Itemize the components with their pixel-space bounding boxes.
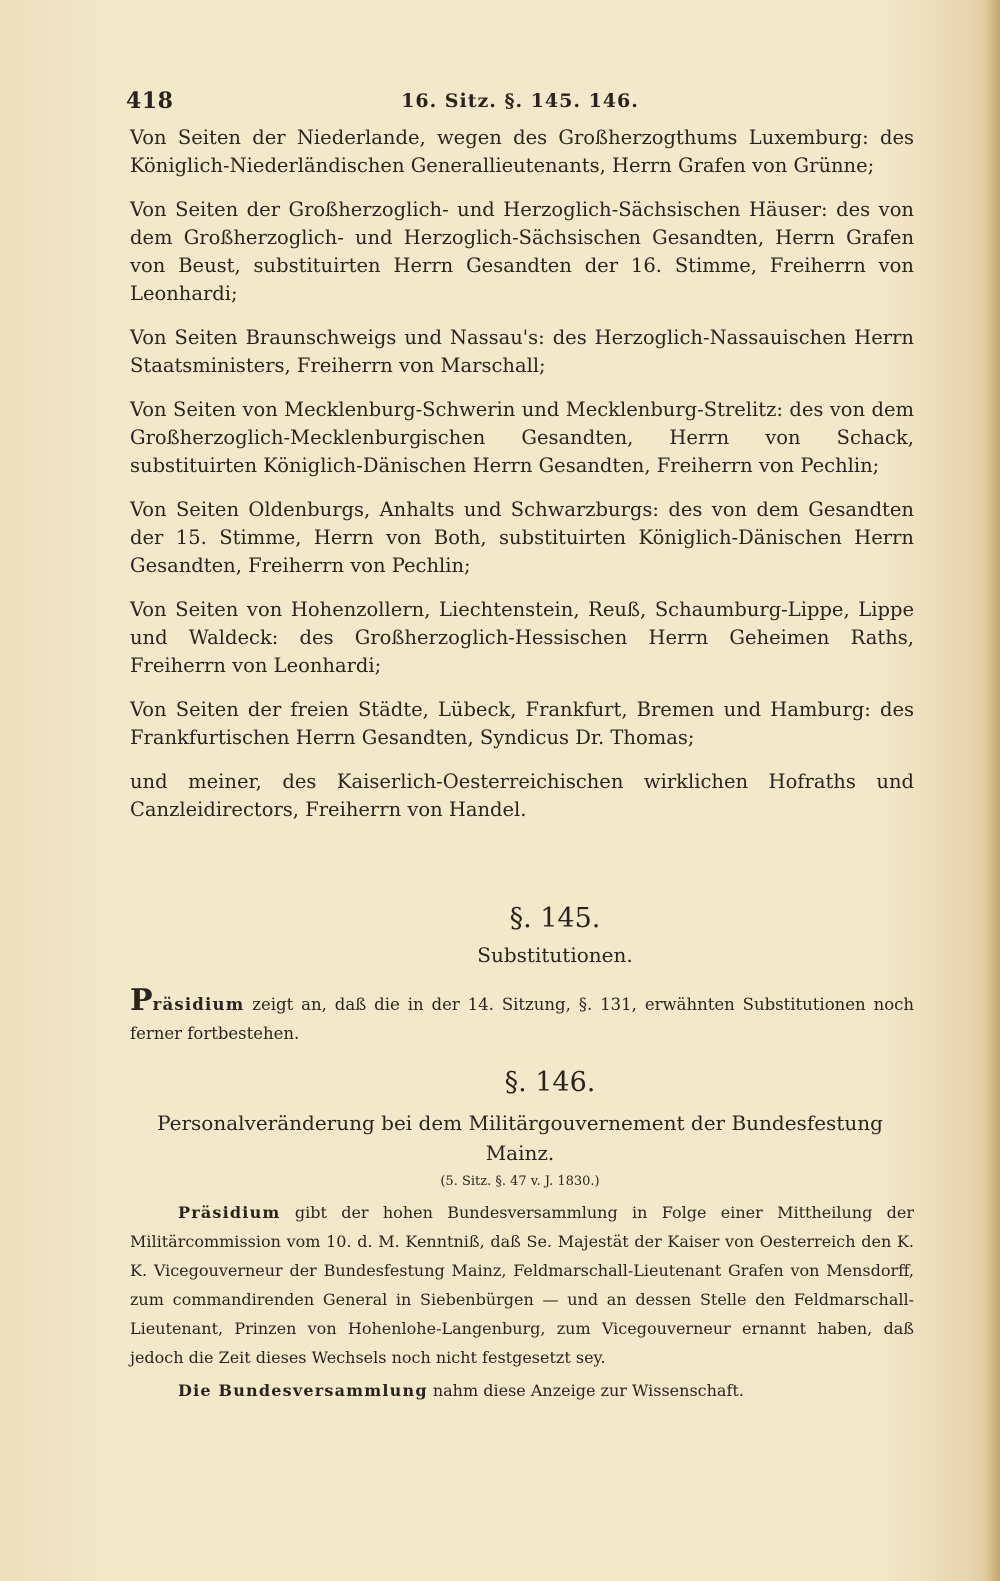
section-146-para2-lead: Die Bundesversammlung	[178, 1381, 428, 1400]
section-146-para1-lead: Präsidium	[178, 1203, 281, 1222]
dropcap: P	[130, 983, 153, 1018]
delegate-entry-austria: und meiner, des Kaiserlich-Oesterreichischen wirklichen Hofraths und Canzleidirectors, Freiherrn von Handel.	[130, 770, 914, 821]
page-header	[120, 88, 920, 118]
delegate-list	[120, 124, 920, 824]
section-145-text: zeigt an, daß die in der 14. Sitzung, §. 131, erwähnten Substitutionen noch ferner fortbestehen.	[130, 995, 914, 1043]
section-146-paragraph-2	[120, 1376, 920, 1405]
section-146	[120, 1066, 920, 1405]
section-145-title: Substitutionen.	[477, 943, 633, 967]
section-146-para2-text: nahm diese Anzeige zur Wissenschaft.	[427, 1381, 744, 1400]
section-145-body	[120, 983, 920, 1048]
delegate-entry-brunswick-nassau: Von Seiten Braunschweigs und Nassau's: des Herzoglich-Nassauischen Herrn Staatsministers, Freiherrn von Marschall;	[130, 326, 914, 377]
page-number: 418	[126, 88, 174, 114]
running-head: 16. Sitz. §. 145. 146.	[401, 90, 639, 112]
section-146-para1-text: gibt der hohen Bundesversammlung in Folge einer Mittheilung der Militärcommission vom 10. d. M. Kenntniß, daß Se. Majestät der Kaiser von Oesterreich den K. K. Vicegouverneur der Bundesfestung Mainz, Feldmarschall-Lieutenant Grafen von Mensdorff, zum commandirenden General in Siebenbürgen — und an dessen Stelle den Feldmarschall-Lieutenant, Prinzen von Hohenlohe-Langenburg, zum Vicegouverneur ernannt haben, daß jedoch die Zeit dieses Wechsels noch nicht festgesetzt sey.	[130, 1203, 914, 1367]
section-146-title: Personalveränderung bei dem Militärgouvernement der Bundesfestung Mainz.	[157, 1111, 883, 1165]
delegate-entry-mecklenburg: Von Seiten von Mecklenburg-Schwerin und Mecklenburg-Strelitz: des von dem Großherzoglich-Mecklenburgischen Gesandten, Herrn von Schack, substituirten Königlich-Dänischen Herrn Gesandten, Freiherrn von Pechlin;	[130, 398, 914, 477]
delegate-entry-oldenburg: Von Seiten Oldenburgs, Anhalts und Schwarzburgs: des von dem Gesandten der 15. Stimme, Herrn von Both, substituirten Königlich-Dänischen Herrn Gesandten, Freiherrn von Pechlin;	[130, 498, 914, 577]
section-146-reference: (5. Sitz. §. 47 v. J. 1830.)	[440, 1174, 600, 1189]
page-edge-shadow	[986, 0, 1000, 1581]
delegate-entry-netherlands: Von Seiten der Niederlande, wegen des Großherzogthums Luxemburg: des Königlich-Niederländischen Generallieutenants, Herrn Grafen von Grünne;	[130, 126, 914, 177]
delegate-entry-free-cities: Von Seiten der freien Städte, Lübeck, Frankfurt, Bremen und Hamburg: des Frankfurtischen Herrn Gesandten, Syndicus Dr. Thomas;	[130, 698, 914, 749]
delegate-entry-saxon-houses: Von Seiten der Großherzoglich- und Herzoglich-Sächsischen Häuser: des von dem Großherzoglich- und Herzoglich-Sächsischen Gesandten, Herrn Grafen von Beust, substituirten Herrn Gesandten der 16. Stimme, Freiherrn von Leonhardi;	[130, 198, 914, 305]
delegate-entry-hohenzollern: Von Seiten von Hohenzollern, Liechtenstein, Reuß, Schaumburg-Lippe, Lippe und Waldeck: des Großherzoglich-Hessischen Herrn Geheimen Raths, Freiherrn von Leonhardi;	[130, 598, 914, 677]
section-146-number: §. 146.	[504, 1067, 596, 1098]
section-145	[120, 902, 920, 1048]
section-145-lead: räsidium	[152, 995, 245, 1014]
section-145-number: §. 145.	[509, 903, 601, 934]
section-146-paragraph-1	[120, 1198, 920, 1372]
